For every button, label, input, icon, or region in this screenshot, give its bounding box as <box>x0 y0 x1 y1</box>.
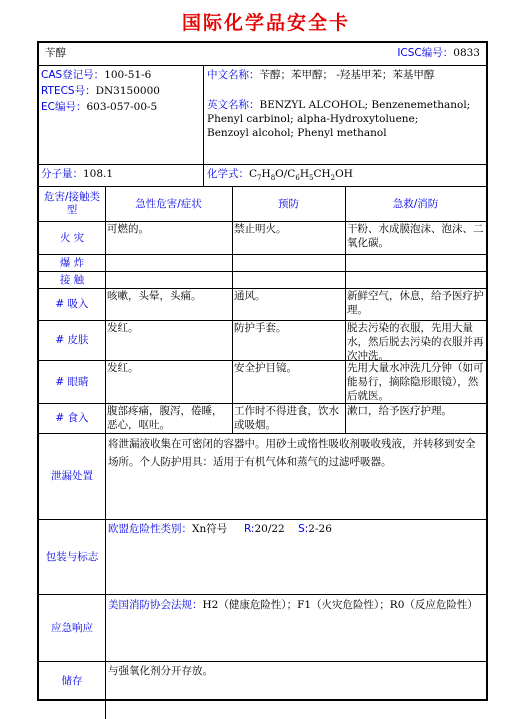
rtecs-value: DN3150000 <box>95 85 160 97</box>
storage-label: 储存 <box>61 675 83 687</box>
prevention-inhalation: 通风。 <box>234 290 266 302</box>
header-hazard-type: 危害/接触类型 <box>43 190 101 216</box>
divider <box>39 519 486 520</box>
formula-value: $C_7H_8O/C_6H_5CH_2OH$ <box>249 168 353 183</box>
spill-label: 泄漏处置 <box>51 470 93 482</box>
chinese-name <box>207 69 485 83</box>
pack-r-value: 20/22 <box>254 523 285 535</box>
prevention-skin: 防护手套。 <box>234 322 287 334</box>
emergency-label: 应急响应 <box>51 621 93 634</box>
storage-text: 与强氧化剂分开存放。 <box>108 665 213 677</box>
symptom-fire: 可燃的。 <box>107 223 149 235</box>
chemical-formula <box>207 168 353 186</box>
divider <box>39 661 486 662</box>
molecular-weight <box>41 168 113 182</box>
emergency-prefix: 美国消防协会法规： <box>108 599 203 611</box>
first-aid-fire: 干粉、水成膜泡沫、泡沫、二氧化碳。 <box>347 223 484 249</box>
hazard-type-eyes: # 眼睛 <box>55 375 89 388</box>
english-name <box>207 99 487 113</box>
divider <box>39 594 486 595</box>
divider <box>39 433 486 434</box>
chemical-name: 苄醇 <box>45 47 66 59</box>
rtecs-number <box>41 85 160 99</box>
prevention-fire: 禁止明火。 <box>234 223 287 235</box>
pack-s-value: 2-26 <box>308 523 332 535</box>
cn-name-value: 苄醇；苯甲醇； -羟基甲苯；苯基甲醇 <box>259 69 435 81</box>
divider <box>39 65 486 66</box>
rtecs-label: RTECS号： <box>41 85 96 97</box>
divider <box>39 271 486 272</box>
en-name-label: 英文名称： <box>207 99 260 111</box>
first-aid-ingestion: 漱口，给予医疗护理。 <box>347 405 452 417</box>
hazard-type-explosion: 爆 炸 <box>59 256 85 269</box>
ec-number <box>41 101 157 115</box>
divider <box>345 186 346 433</box>
card-title: 国际化学品安全卡 <box>181 12 350 34</box>
prevention-eyes: 安全护目镜。 <box>234 362 297 374</box>
cn-name-label: 中文名称： <box>207 69 260 81</box>
ec-value: 603-057-00-5 <box>86 101 158 113</box>
header-first-aid: 急救/消防 <box>392 197 439 210</box>
cas-value: 100-51-6 <box>104 69 152 81</box>
mw-value: 108.1 <box>83 168 114 180</box>
icsc-number <box>397 47 480 61</box>
divider <box>39 164 486 165</box>
pack-s-label: S: <box>298 523 309 535</box>
hazard-type-skin: # 皮肤 <box>55 334 89 346</box>
mw-label: 分子量： <box>41 168 83 180</box>
symptom-ingestion: 腹部疼痛，腹泻，倦睡，恶心，呕吐。 <box>107 405 223 431</box>
packaging-label: 包装与标志 <box>45 550 99 563</box>
divider <box>105 186 106 719</box>
en-name-line-1: BENZYL ALCOHOL; Benzenemethanol; <box>259 99 471 111</box>
packaging-text <box>108 522 484 536</box>
first-aid-inhalation: 新鲜空气，休息，给予医疗护理。 <box>347 290 484 316</box>
pack-r-label: R: <box>243 523 255 535</box>
en-name-line-3: Benzoyl alcohol; Phenyl methanol <box>207 127 387 139</box>
divider <box>203 65 204 164</box>
icsc-value: 0833 <box>453 47 480 59</box>
cas-label: CAS登记号： <box>41 69 105 81</box>
header-prevention: 预防 <box>278 197 299 210</box>
first-aid-skin: 脱去污染的衣服，先用大量水，然后脱去污染的衣服并再次冲洗。 <box>347 322 484 362</box>
symptom-skin: 发红。 <box>107 322 139 334</box>
icsc-card-frame <box>37 41 488 701</box>
en-name-line-2: Phenyl carbinol; alpha-Hydroxytoluene; <box>207 113 419 125</box>
hazard-type-fire: 火 灾 <box>59 231 85 244</box>
cas-number <box>41 69 151 83</box>
divider <box>39 254 486 255</box>
icsc-label: ICSC编号： <box>397 47 454 59</box>
symptom-eyes: 发红。 <box>107 362 139 374</box>
prevention-ingestion: 工作时不得进食，饮水或吸烟。 <box>234 405 339 431</box>
pack-prefix: 欧盟危险性类别： <box>108 523 192 535</box>
symptom-inhalation: 咳嗽，头晕，头痛。 <box>107 290 202 302</box>
divider <box>232 186 233 433</box>
pack-symbol: Xn符号 <box>192 523 228 535</box>
hazard-type-inhalation: # 吸入 <box>55 298 89 310</box>
emergency-text <box>108 597 484 614</box>
hazard-type-exposure: 接 触 <box>59 273 85 286</box>
divider <box>203 164 204 186</box>
spill-text: 将泄漏液收集在可密闭的容器中。用砂土或惰性吸收剂吸收残液，并转移到安全场所。个人防护用具：适用于有机气体和蒸气的过滤呼吸器。 <box>108 438 476 468</box>
emergency-value: H2（健康危险性）；F1（火灾危险性）；R0（反应危险性） <box>202 599 478 611</box>
first-aid-eyes: 先用大量水冲洗几分钟（如可能易行，摘除隐形眼镜），然后就医。 <box>347 362 484 402</box>
header-symptoms: 急性危害/症状 <box>135 197 202 210</box>
hazard-type-ingestion: # 食入 <box>55 412 89 424</box>
ec-label: EC编号： <box>41 101 87 113</box>
formula-label: 化学式： <box>207 168 249 180</box>
